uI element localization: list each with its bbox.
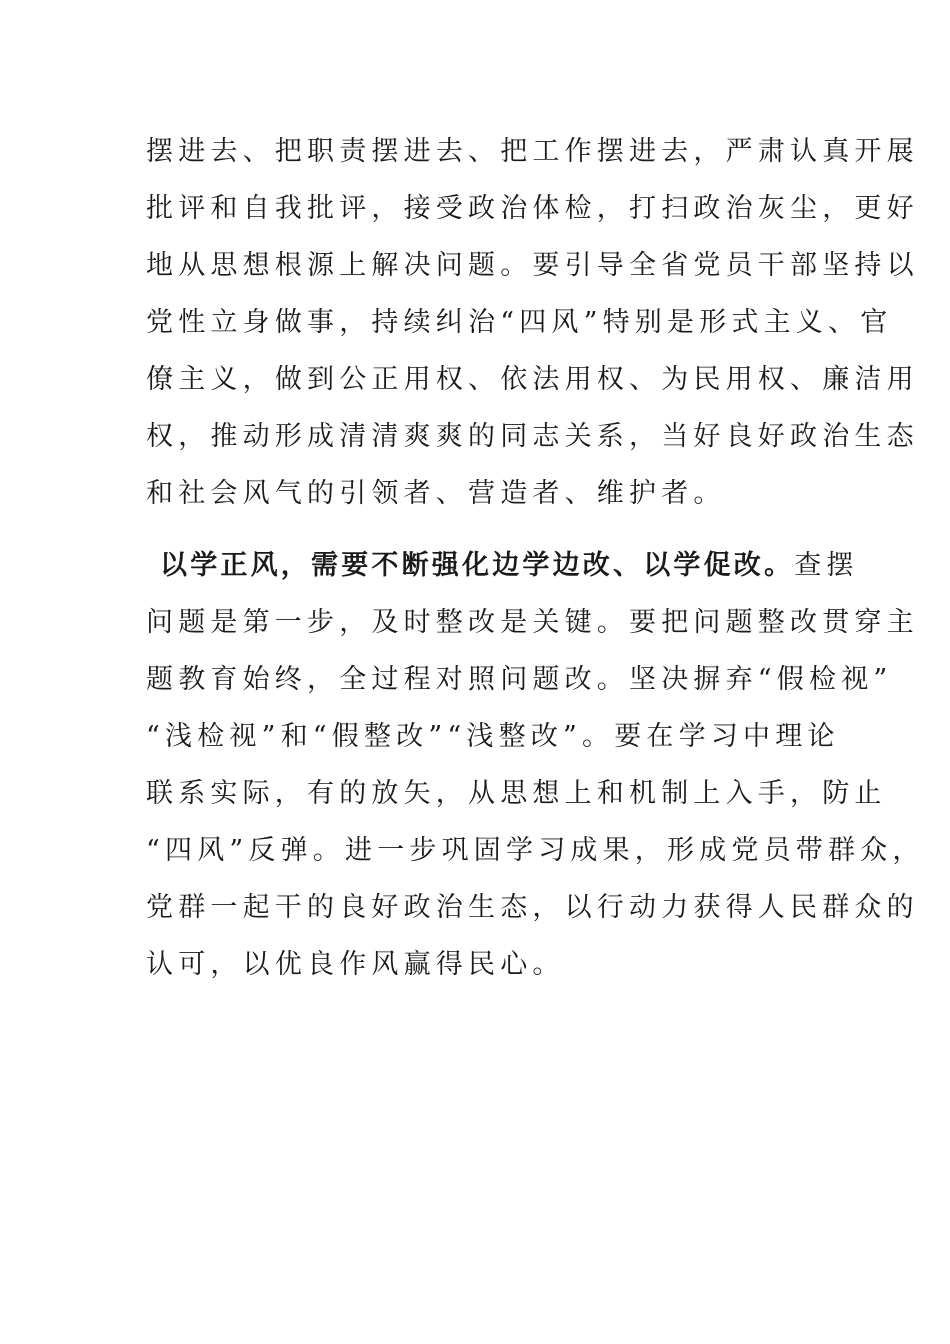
paragraph-2-line-2: 问题是第一步，及时整改是关键。要把问题整改贯穿主 — [146, 607, 919, 638]
paragraph-1-line-2: 批评和自我批评，接受政治体检，打扫政治灰尘，更好 — [146, 193, 919, 224]
paragraph-1-line-7: 和社会风气的引领者、营造者、维护者。 — [146, 478, 726, 509]
paragraph-2-line-1 — [160, 548, 859, 584]
paragraph-2-line-7: 党群一起干的良好政治生态，以行动力获得人民群众的 — [146, 892, 919, 923]
paragraph-2-lead-bold: 以学正风，需要不断强化边学边改、以学促改。 — [160, 550, 795, 581]
paragraph-2-line-4: “浅检视”和“假整改”“浅整改”。要在学习中理论 — [146, 721, 840, 752]
paragraph-1-line-1: 摆进去、把职责摆进去、把工作摆进去，严肃认真开展 — [146, 136, 919, 167]
paragraph-2-line-6: “四风”反弹。进一步巩固学习成果，形成党员带群众， — [146, 835, 925, 866]
paragraph-1-line-5: 僚主义，做到公正用权、依法用权、为民用权、廉洁用 — [146, 364, 919, 395]
paragraph-1-line-3: 地从思想根源上解决问题。要引导全省党员干部坚持以 — [146, 250, 919, 281]
paragraph-1-line-6: 权，推动形成清清爽爽的同志关系，当好良好政治生态 — [146, 421, 919, 452]
paragraph-2-line-8: 认可，以优良作风赢得民心。 — [146, 949, 565, 980]
paragraph-2-lead-rest: 查摆 — [794, 550, 859, 581]
paragraph-2-line-3: 题教育始终，全过程对照问题改。坚决摒弃“假检视” — [146, 664, 893, 695]
paragraph-2-line-5: 联系实际，有的放矢，从思想上和机制上入手，防止 — [146, 778, 887, 809]
paragraph-1-line-4: 党性立身做事，持续纠治“四风”特别是形式主义、官 — [146, 307, 893, 338]
